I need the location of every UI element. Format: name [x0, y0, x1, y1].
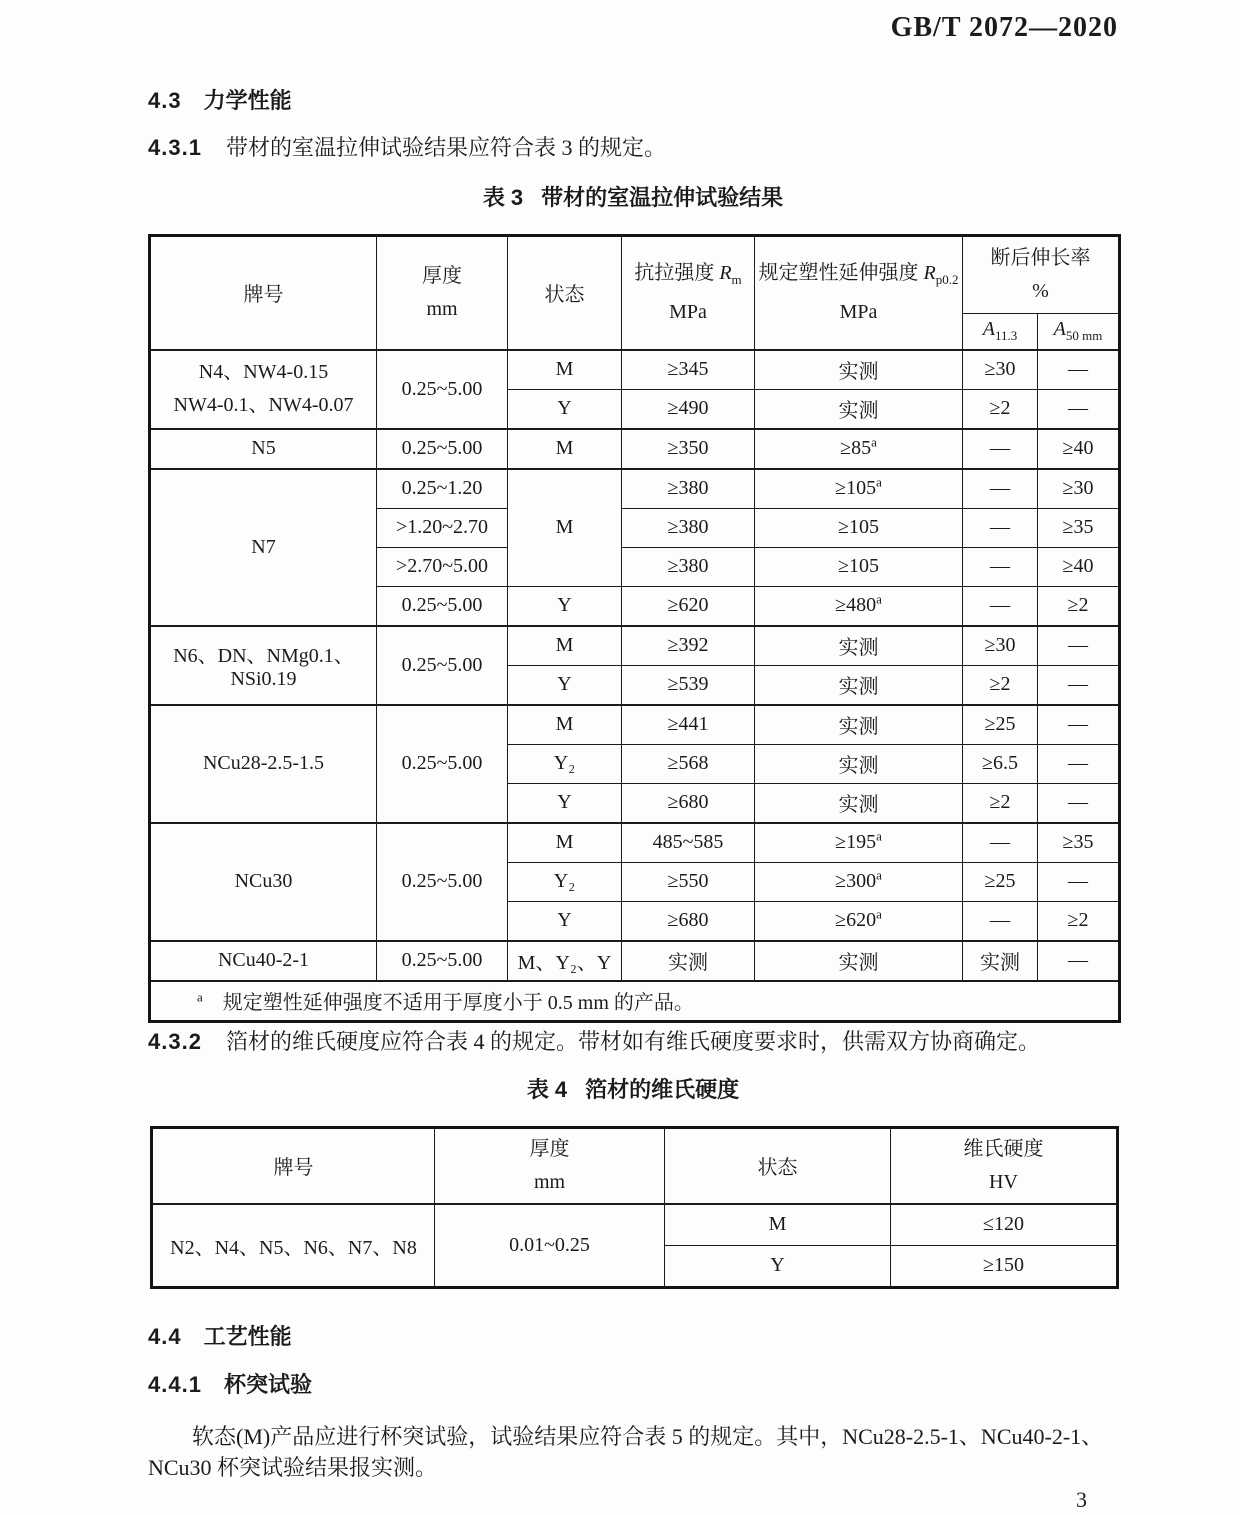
header-grade: 牌号: [150, 236, 377, 350]
table-cell: ≥380: [622, 547, 755, 586]
table-cell: ≥680: [622, 901, 755, 941]
table-caption-label: 表 3: [482, 185, 524, 210]
table-cell: ≥40: [1038, 429, 1120, 469]
table-cell: NCu40-2-1: [150, 941, 377, 981]
table-cell: ≥539: [622, 665, 755, 705]
table-cell: ≥2: [963, 783, 1038, 823]
table-cell: ≥392: [622, 626, 755, 666]
table-cell: ≥30: [1038, 469, 1120, 509]
table-cell: ≥40: [1038, 547, 1120, 586]
table-cell: ≥300$^a$: [755, 862, 963, 901]
table-cell: M: [508, 823, 622, 863]
table-row: [150, 941, 1120, 981]
table-row: [152, 1204, 1118, 1246]
header-grade: 牌号: [152, 1128, 435, 1204]
table-cell: ≥380: [622, 469, 755, 509]
table-cell: —: [1038, 350, 1120, 390]
table-cell: —: [963, 547, 1038, 586]
table-header: [150, 236, 1120, 350]
table-caption-text: 带材的室温拉伸试验结果: [541, 185, 784, 210]
table-cell: >1.20~2.70: [377, 508, 508, 547]
table-footnote: $^a$ 规定塑性延伸强度不适用于厚度小于 0.5 mm 的产品。: [150, 981, 1120, 1022]
table-cell: ≥350: [622, 429, 755, 469]
clause-number: 4.4.1: [148, 1372, 202, 1397]
table-caption-label: 表 4: [526, 1077, 568, 1102]
tensile-test-table: [148, 234, 1121, 1023]
header-state: 状态: [508, 236, 622, 350]
table-cell: 0.25~5.00: [377, 705, 508, 823]
table-cell: NCu30: [150, 823, 377, 941]
header-tensile-strength: 抗拉强度 $R_m$ MPa: [622, 236, 755, 350]
table-cell: ≥35: [1038, 823, 1120, 863]
clause-number: 4.4: [148, 1324, 182, 1349]
table-cell: >2.70~5.00: [377, 547, 508, 586]
table-header-row: [150, 236, 1120, 314]
table-cell: ≥35: [1038, 508, 1120, 547]
header-thickness: 厚度 mm: [377, 236, 508, 350]
table-cell: 实测: [755, 626, 963, 666]
header-elongation-a50: $A_{50 mm}$: [1038, 314, 1120, 350]
table-cell: ≥490: [622, 389, 755, 429]
table-cell: ≥25: [963, 705, 1038, 745]
table-cell: Y: [508, 665, 622, 705]
table-cell: Y₂: [508, 862, 622, 901]
table-header: [152, 1128, 1118, 1204]
table-cell: —: [963, 469, 1038, 509]
header-state: 状态: [665, 1128, 891, 1204]
table-header-row: [152, 1128, 1118, 1204]
header-elongation-a113: $A_{11.3}$: [963, 314, 1038, 350]
table-cell: 实测: [755, 389, 963, 429]
clause-4-3-1: [148, 131, 666, 162]
table-cell: ≥620: [622, 586, 755, 626]
table-cell: 0.25~5.00: [377, 823, 508, 941]
header-hardness: 维氏硬度 HV: [891, 1128, 1118, 1204]
table-cell: 实测: [755, 665, 963, 705]
table-cell: —: [1038, 941, 1120, 981]
table-cell: —: [1038, 744, 1120, 783]
paragraph-line: NCu30 杯突试验结果报实测。: [148, 1455, 438, 1480]
table-cell: ≥6.5: [963, 744, 1038, 783]
clause-number: 4.3.2: [148, 1029, 202, 1054]
table-cell: 实测: [755, 744, 963, 783]
table-cell: Y: [665, 1245, 891, 1287]
clause-4-3-2: [148, 1025, 1040, 1056]
table-cell: —: [1038, 705, 1120, 745]
table-row: [150, 429, 1120, 469]
table-cell: ≥380: [622, 508, 755, 547]
table-cell: 0.25~5.00: [377, 586, 508, 626]
table-cell: 0.25~5.00: [377, 941, 508, 981]
heading-4-3: [148, 84, 292, 115]
table-cell: M: [665, 1204, 891, 1246]
table-cell: ≥30: [963, 350, 1038, 390]
table-cell: N6、DN、NMg0.1、NSi0.19: [150, 626, 377, 705]
table-cell: ≥620$^a$: [755, 901, 963, 941]
table-cell: N4、NW4-0.15 NW4-0.1、NW4-0.07: [150, 350, 377, 429]
table-caption-text: 箔材的维氏硬度: [585, 1077, 740, 1102]
table-cell: M: [508, 429, 622, 469]
header-elongation: 断后伸长率 %: [963, 236, 1120, 314]
clause-number: 4.3.1: [148, 135, 202, 160]
clause-text: 箔材的维氏硬度应符合表 4 的规定。带材如有维氏硬度要求时，供需双方协商确定。: [225, 1029, 1040, 1054]
table-cell: ≥195$^a$: [755, 823, 963, 863]
table-row: [150, 350, 1120, 390]
table-cell: —: [963, 586, 1038, 626]
table-cell: ≥30: [963, 626, 1038, 666]
table4-caption: [148, 1073, 1118, 1104]
page-number: 3: [1076, 1487, 1087, 1512]
table-cell: —: [963, 429, 1038, 469]
table-cell: M: [508, 705, 622, 745]
table-cell: N7: [150, 469, 377, 626]
table-cell: —: [1038, 783, 1120, 823]
table-cell: 实测: [755, 350, 963, 390]
clause-title: 杯突试验: [223, 1372, 312, 1397]
table-cell: —: [963, 901, 1038, 941]
table-cell: ≥680: [622, 783, 755, 823]
table-cell: —: [963, 823, 1038, 863]
clause-title: 力学性能: [203, 88, 292, 113]
table-cell: —: [963, 508, 1038, 547]
clause-title: 工艺性能: [203, 1324, 292, 1349]
table-cell: ≥2: [963, 389, 1038, 429]
table-cell: M: [508, 350, 622, 390]
table-cell: ≥2: [1038, 901, 1120, 941]
table-cell: 0.25~1.20: [377, 469, 508, 509]
table-footnote-row: [150, 981, 1120, 1022]
table-cell: 实测: [755, 705, 963, 745]
header-thickness: 厚度 mm: [435, 1128, 665, 1204]
table-cell: Y: [508, 783, 622, 823]
table-cell: ≥150: [891, 1245, 1118, 1287]
table-cell: 0.25~5.00: [377, 429, 508, 469]
table-cell: 0.25~5.00: [377, 626, 508, 705]
paragraph-line: 软态(M)产品应进行杯突试验，试验结果应符合表 5 的规定。其中，NCu28-2.5-1、NCu40-2-1、: [192, 1424, 1104, 1449]
table-cell: 实测: [622, 941, 755, 981]
table-cell: —: [1038, 862, 1120, 901]
table-row: [150, 823, 1120, 863]
table-cell: 实测: [755, 941, 963, 981]
table-cell: ≥480$^a$: [755, 586, 963, 626]
table-cell: N5: [150, 429, 377, 469]
table-cell: ≥2: [1038, 586, 1120, 626]
standard-code: GB/T 2072—2020: [890, 12, 1118, 43]
table-cell: ≥105$^a$: [755, 469, 963, 509]
paragraph-cupping-test: [148, 1421, 1140, 1483]
table-cell: M: [508, 469, 622, 587]
table-cell: —: [1038, 626, 1120, 666]
table-cell: ≥2: [963, 665, 1038, 705]
table-cell: ≥550: [622, 862, 755, 901]
table-row: [150, 705, 1120, 745]
table-cell: M、Y₂、Y: [508, 941, 622, 981]
table-cell: ≤120: [891, 1204, 1118, 1246]
table-cell: —: [1038, 665, 1120, 705]
table-cell: —: [1038, 389, 1120, 429]
table-cell: Y₂: [508, 744, 622, 783]
table-cell: ≥441: [622, 705, 755, 745]
table-row: [150, 626, 1120, 666]
table-cell: 实测: [963, 941, 1038, 981]
table-cell: ≥568: [622, 744, 755, 783]
table-cell: M: [508, 626, 622, 666]
clause-number: 4.3: [148, 88, 182, 113]
table3-caption: [148, 181, 1118, 212]
table-cell: N2、N4、N5、N6、N7、N8: [152, 1204, 435, 1288]
table-body: [150, 350, 1120, 981]
vickers-hardness-table: [150, 1126, 1119, 1289]
table-cell: Y: [508, 389, 622, 429]
table-cell: 485~585: [622, 823, 755, 863]
clause-text: 带材的室温拉伸试验结果应符合表 3 的规定。: [225, 135, 666, 160]
table-cell: 实测: [755, 783, 963, 823]
heading-4-4: [148, 1320, 292, 1351]
table-cell: 0.25~5.00: [377, 350, 508, 429]
heading-4-4-1: [148, 1368, 312, 1399]
table-cell: NCu28-2.5-1.5: [150, 705, 377, 823]
table-cell: ≥105: [755, 547, 963, 586]
table-body: [152, 1204, 1118, 1288]
table-cell: ≥345: [622, 350, 755, 390]
table-row: [150, 469, 1120, 509]
table-cell: Y: [508, 586, 622, 626]
header-proof-strength: 规定塑性延伸强度 $R_{p0.2}$ MPa: [755, 236, 963, 350]
table-cell: 0.01~0.25: [435, 1204, 665, 1288]
table-cell: ≥105: [755, 508, 963, 547]
table-cell: ≥85$^a$: [755, 429, 963, 469]
table-cell: ≥25: [963, 862, 1038, 901]
table-cell: Y: [508, 901, 622, 941]
